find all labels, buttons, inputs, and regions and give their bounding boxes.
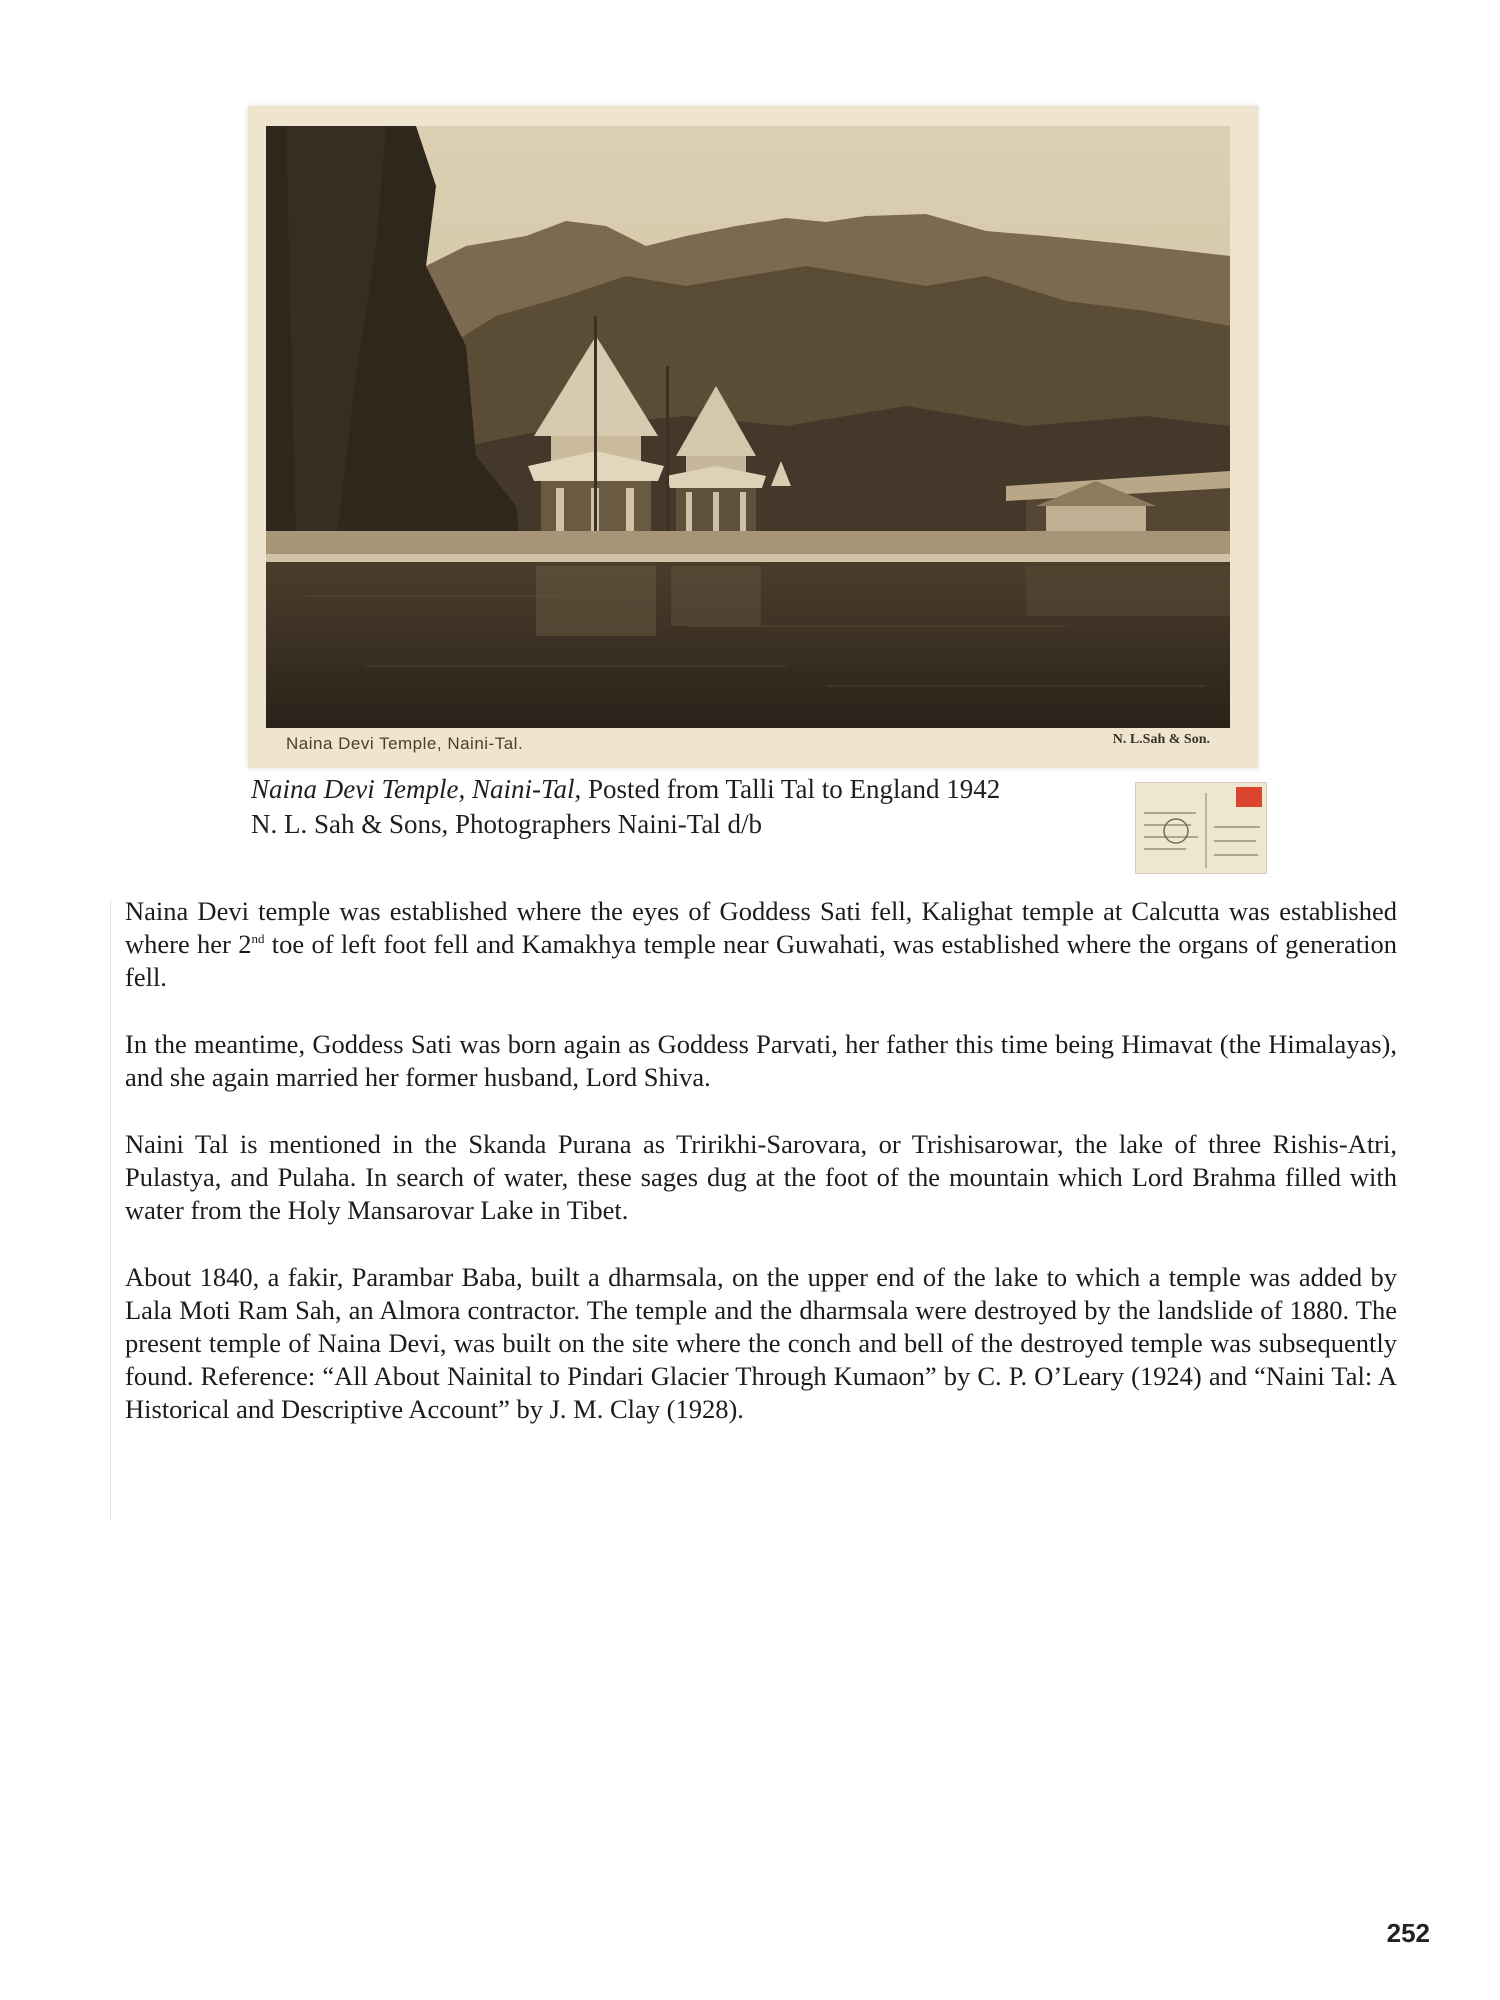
- postcard-printed-caption: Naina Devi Temple, Naini-Tal.: [286, 734, 524, 753]
- body-text: [125, 895, 1397, 1460]
- paragraph-1: [125, 895, 1397, 994]
- caption-line-1: [251, 772, 1111, 807]
- caption-line-2: N. L. Sah & Sons, Photographers Naini-Tal d/b: [251, 809, 763, 839]
- margin-rule: [110, 900, 111, 1520]
- paragraph-4: About 1840, a fakir, Parambar Baba, built a dharmsala, on the upper end of the lake to which a temple was added by Lala Moti Ram Sah, an Almora contractor. The temple and the dharmsala were destroyed by the landslide of 1880. The present temple of Naina Devi, was built on the site where the conch and bell of the destroyed temple was subsequently found. Reference: “All About Nainital to Pindari Glacier Through Kumaon” by C. P. O’Leary (1924) and “Naini Tal: A Historical and Descriptive Account” by J. M. Clay (1928).: [125, 1262, 1397, 1424]
- paragraph-3: Naini Tal is mentioned in the Skanda Purana as Tririkhi-Sarovara, or Trishisarowar, the lake of three Rishis-Atri, Pulastya, and Pulaha. In search of water, these sages dug at the foot of the mountain which Lord Brahma filled with water from the Holy Mansarovar Lake in Tibet.: [125, 1129, 1397, 1225]
- caption-posting-note: Posted from Talli Tal to England 1942: [581, 774, 1001, 804]
- figure-caption: [251, 772, 1111, 842]
- paragraph-2: In the meantime, Goddess Sati was born again as Goddess Parvati, her father this time being Himavat (the Himalayas), and she again married her former husband, Lord Shiva.: [125, 1029, 1397, 1092]
- postcard-publisher-mark: N. L.Sah & Son.: [1112, 732, 1210, 747]
- ordinal-superscript: nd: [251, 931, 265, 947]
- caption-title: Naina Devi Temple, Naini-Tal,: [251, 774, 582, 804]
- paragraph-1-part-b: toe of left foot fell and Kamakhya temple near Guwahati, was established where the organs of generation fell.: [125, 929, 1398, 992]
- page-number: 252: [1386, 1918, 1430, 1948]
- paragraph-1-part-a: Naina Devi temple was established where the eyes of Goddess Sati fell, Kalighat temple at Calcutta was established where her 2: [125, 896, 1397, 959]
- postcard-image: [248, 106, 1258, 768]
- postcard-back-thumbnail: [1135, 782, 1267, 874]
- temple-photograph: [266, 126, 1230, 728]
- stamp-icon: [1236, 787, 1262, 807]
